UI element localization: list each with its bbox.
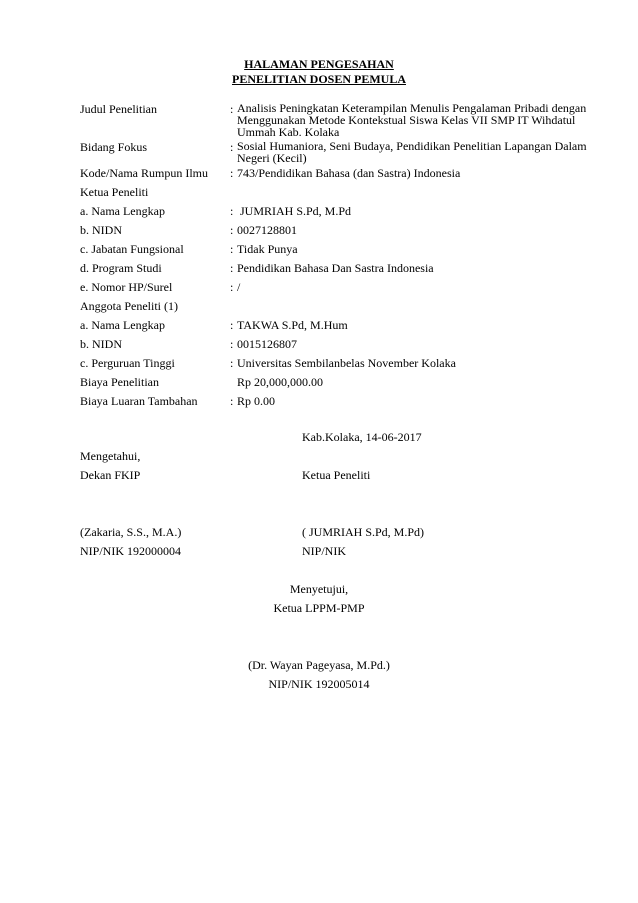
field-colon: : [230, 318, 234, 332]
field-value: Tidak Punya [237, 242, 298, 256]
field-value: Pendidikan Bahasa Dan Sastra Indonesia [237, 261, 434, 275]
field-colon: : [230, 356, 234, 370]
field-value: Sosial Humaniora, Seni Budaya, Pendidikan Penelitian Lapangan Dalam Negeri (Kecil) [237, 139, 587, 165]
field-colon: : [230, 280, 234, 294]
section-label: Anggota Peneliti (1) [80, 299, 178, 313]
field-label: a. Nama Lengkap [80, 318, 165, 332]
place-date: Kab.Kolaka, 14-06-2017 [302, 430, 422, 444]
document-title [0, 57, 638, 72]
menyetujui-label: Menyetujui, [289, 582, 349, 596]
title-line-2: PENELITIAN DOSEN PEMULA [231, 72, 407, 86]
field-colon: : [230, 242, 234, 256]
field-colon: : [230, 337, 234, 351]
lppm-name: (Dr. Wayan Pageyasa, M.Pd.) [248, 658, 390, 672]
field-value: 0015126807 [237, 337, 297, 351]
field-value: TAKWA S.Pd, M.Hum [237, 318, 348, 332]
field-colon: : [230, 140, 234, 154]
lppm-nip: NIP/NIK 192005014 [268, 677, 370, 691]
field-label: Kode/Nama Rumpun Ilmu [80, 166, 208, 180]
document-subtitle [0, 72, 638, 87]
mengetahui-label: Mengetahui, [80, 449, 141, 463]
field-label: c. Perguruan Tinggi [80, 356, 175, 370]
head-researcher-name: ( JUMRIAH S.Pd, M.Pd) [302, 525, 425, 539]
field-colon: : [230, 223, 234, 237]
field-label: Biaya Penelitian [80, 375, 159, 389]
field-value: Universitas Sembilanbelas November Kolaka [237, 356, 456, 370]
field-label: a. Nama Lengkap [80, 204, 165, 218]
section-label: Ketua Peneliti [80, 185, 149, 199]
field-label: d. Program Studi [80, 261, 162, 275]
lppm-title: Ketua LPPM-PMP [273, 601, 365, 615]
field-label: b. NIDN [80, 223, 122, 237]
dean-nip: NIP/NIK 192000004 [80, 544, 181, 558]
head-researcher-nip: NIP/NIK [302, 544, 346, 558]
field-colon: : [230, 166, 234, 180]
field-value: Rp 0.00 [237, 394, 276, 408]
head-researcher-title: Ketua Peneliti [302, 468, 371, 482]
field-colon: : [230, 261, 234, 275]
dean-name: (Zakaria, S.S., M.A.) [80, 525, 182, 539]
field-colon: : [230, 394, 234, 408]
title-line-1: HALAMAN PENGESAHAN [244, 57, 394, 71]
field-colon: : [230, 102, 234, 116]
field-value: JUMRIAH S.Pd, M.Pd [237, 204, 352, 218]
field-value: Analisis Peningkatan Keterampilan Menulis Pengalaman Pribadi dengan Menggunakan Metode Kontekstual Siswa Kelas VII SMP IT Wihdatul Ummah Kab. Kolaka [237, 101, 587, 139]
field-value: 0027128801 [237, 223, 297, 237]
dean-title: Dekan FKIP [80, 468, 141, 482]
field-value: / [237, 280, 241, 294]
field-label: b. NIDN [80, 337, 122, 351]
field-value: Rp 20,000,000.00 [237, 375, 324, 389]
field-label: Bidang Fokus [80, 140, 148, 154]
field-value: 743/Pendidikan Bahasa (dan Sastra) Indonesia [237, 166, 461, 180]
field-label: c. Jabatan Fungsional [80, 242, 184, 256]
field-colon: : [230, 204, 234, 218]
field-label: Biaya Luaran Tambahan [80, 394, 198, 408]
field-label: e. Nomor HP/Surel [80, 280, 173, 294]
field-label: Judul Penelitian [80, 102, 157, 116]
